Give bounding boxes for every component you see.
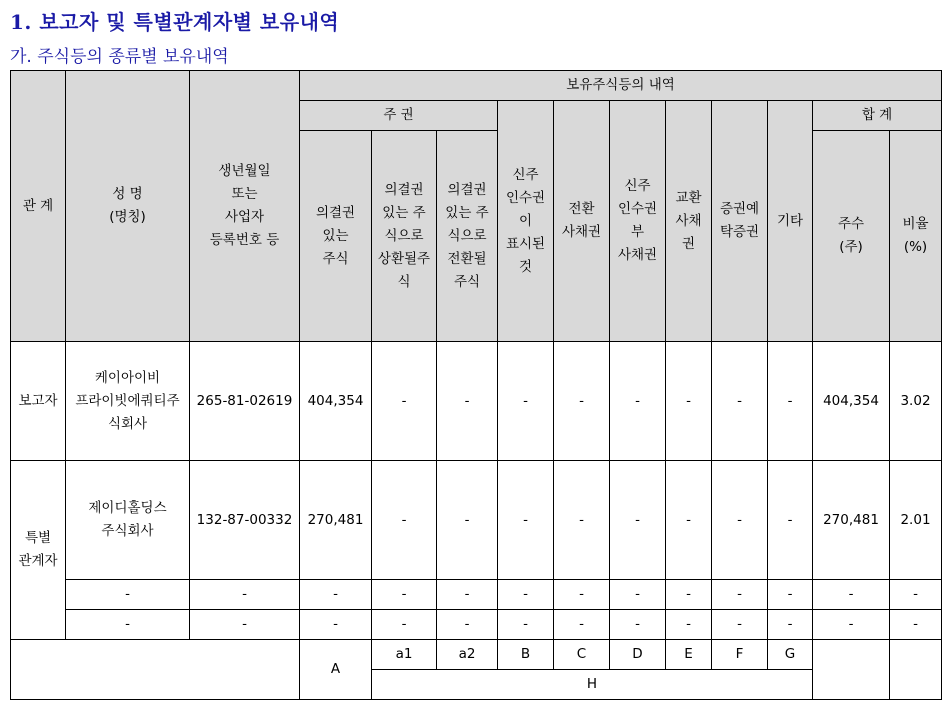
dash-cell: - [768, 610, 813, 640]
reporter-voting: 404,354 [300, 342, 372, 461]
special-warrant: - [498, 461, 554, 580]
footer-label-a2: a2 [437, 640, 498, 670]
header-exchangeable-bond: 교환 사채 권 [666, 101, 712, 342]
section-subtitle: 가. 주식등의 종류별 보유내역 [10, 47, 229, 67]
dash-cell: - [372, 580, 437, 610]
reporter-convert: - [437, 342, 498, 461]
special-convert: - [437, 461, 498, 580]
reporter-ratio: 3.02 [890, 342, 942, 461]
dash-cell: - [300, 580, 372, 610]
footer-label-f: F [712, 640, 768, 670]
reporter-other: - [768, 342, 813, 461]
dash-cell: - [300, 610, 372, 640]
footer-empty [890, 640, 942, 700]
dash-cell: - [768, 580, 813, 610]
reporter-id: 265-81-02619 [190, 342, 300, 461]
dash-cell: - [498, 580, 554, 610]
dash-cell: - [66, 580, 190, 610]
header-holdings: 보유주식등의 내역 [300, 71, 942, 101]
footer-label-a1: a1 [372, 640, 437, 670]
reporter-bond-with-warrant: - [610, 342, 666, 461]
dash-cell: - [666, 580, 712, 610]
dash-cell: - [372, 610, 437, 640]
footer-empty [813, 640, 890, 700]
footer-empty [11, 640, 300, 700]
special-depositary: - [712, 461, 768, 580]
special-bond-with-warrant: - [610, 461, 666, 580]
special-ratio: 2.01 [890, 461, 942, 580]
reporter-warrant: - [498, 342, 554, 461]
special-redeem: - [372, 461, 437, 580]
dash-cell: - [712, 610, 768, 640]
holdings-table [10, 70, 942, 700]
header-name: 성 명 (명칭) [66, 71, 190, 342]
reporter-depositary: - [712, 342, 768, 461]
dash-cell: - [554, 610, 610, 640]
reporter-total-shares: 404,354 [813, 342, 890, 461]
header-bond-with-warrant: 신주 인수권 부 사채권 [610, 101, 666, 342]
dash-cell: - [666, 610, 712, 640]
header-convertible-bond: 전환 사채권 [554, 101, 610, 342]
dash-cell: - [554, 580, 610, 610]
special-relation: 특별 관계자 [11, 461, 66, 640]
dash-cell: - [437, 580, 498, 610]
reporter-relation: 보고자 [11, 342, 66, 461]
table-row [11, 580, 942, 610]
footer-label-d: D [610, 640, 666, 670]
footer-row [11, 640, 942, 670]
footer-label-b: B [498, 640, 554, 670]
header-warrant: 신주 인수권 이 표시된 것 [498, 101, 554, 342]
dash-cell: - [66, 610, 190, 640]
dash-cell: - [610, 610, 666, 640]
special-convertible-bond: - [554, 461, 610, 580]
dash-cell: - [813, 610, 890, 640]
header-redeem: 의결권 있는 주 식으로 상환될주 식 [372, 131, 437, 342]
special-total-shares: 270,481 [813, 461, 890, 580]
table-row [11, 461, 942, 580]
header-total-group: 합 계 [813, 101, 942, 131]
header-id: 생년월일 또는 사업자 등록번호 등 [190, 71, 300, 342]
header-other: 기타 [768, 101, 813, 342]
special-name: 제이디홀딩스 주식회사 [66, 461, 190, 580]
special-voting: 270,481 [300, 461, 372, 580]
footer-label-c: C [554, 640, 610, 670]
dash-cell: - [813, 580, 890, 610]
header-total-shares: 주수 (주) [813, 131, 890, 342]
dash-cell: - [890, 580, 942, 610]
header-shares-group: 주 권 [300, 101, 498, 131]
reporter-convertible-bond: - [554, 342, 610, 461]
table-row [11, 610, 942, 640]
special-id: 132-87-00332 [190, 461, 300, 580]
footer-label-h: H [372, 670, 813, 700]
special-exchangeable-bond: - [666, 461, 712, 580]
section-title: 1. 보고자 및 특별관계자별 보유내역 [10, 10, 340, 34]
dash-cell: - [190, 610, 300, 640]
footer-label-a: A [300, 640, 372, 700]
header-relation: 관 계 [11, 71, 66, 342]
footer-label-e: E [666, 640, 712, 670]
table-row [11, 342, 942, 461]
special-other: - [768, 461, 813, 580]
dash-cell: - [437, 610, 498, 640]
dash-cell: - [498, 610, 554, 640]
header-convert: 의결권 있는 주 식으로 전환될 주식 [437, 131, 498, 342]
dash-cell: - [190, 580, 300, 610]
reporter-name: 케이아이비 프라이빗에쿼티주 식회사 [66, 342, 190, 461]
dash-cell: - [890, 610, 942, 640]
reporter-redeem: - [372, 342, 437, 461]
dash-cell: - [610, 580, 666, 610]
header-depositary: 증권예 탁증권 [712, 101, 768, 342]
header-ratio: 비율 (%) [890, 131, 942, 342]
header-voting: 의결권 있는 주식 [300, 131, 372, 342]
dash-cell: - [712, 580, 768, 610]
reporter-exchangeable-bond: - [666, 342, 712, 461]
footer-label-g: G [768, 640, 813, 670]
